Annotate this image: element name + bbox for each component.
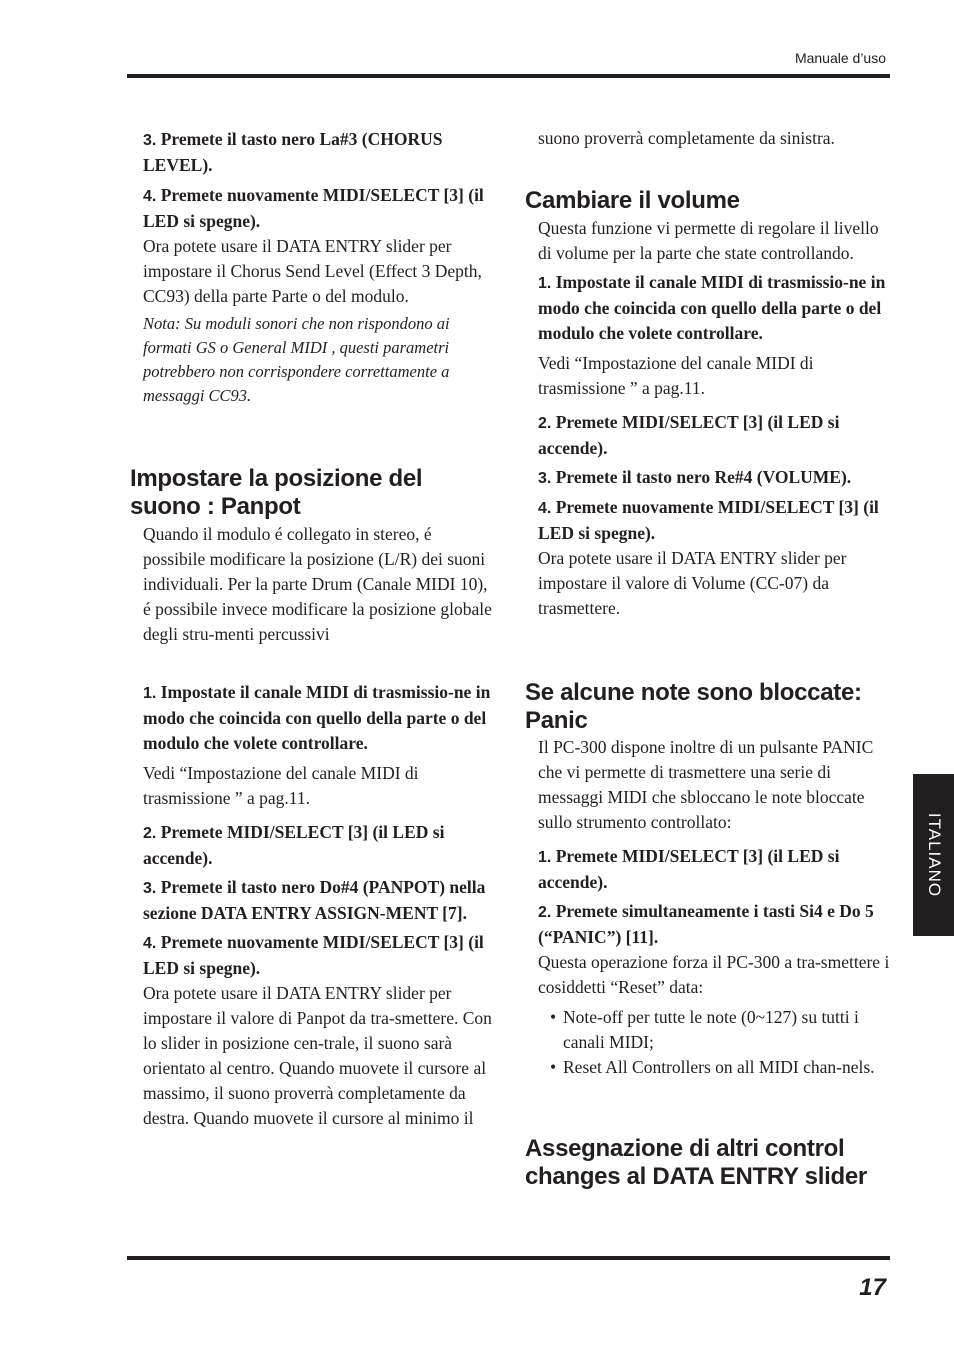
panpot-step-1: 1. Impostate il canale MIDI di trasmissio-ne in modo che coincida con quello della parte o del modulo che volete controllare.: [143, 682, 491, 753]
volume-body: Ora potete usare il DATA ENTRY slider per impostare il valore di Volume (CC-07) da trasmettere.: [538, 548, 847, 618]
panpot-section: [143, 522, 493, 1131]
volume-section: [538, 216, 890, 621]
chorus-body: Ora potete usare il DATA ENTRY slider per impostare il Chorus Send Level (Effect 3 Depth, CC93) della parte Parte o del modulo.: [143, 236, 482, 306]
panpot-intro: Quando il modulo é collegato in stereo, é possibile modificare la posizione (L/R) dei suoni individuali. Per la parte Drum (Canale MIDI 10), é possibile invece modificare la posizione globale degli stru-menti percussivi: [143, 524, 492, 644]
panic-body: Questa operazione forza il PC-300 a tra-smettere i cosiddetti “Reset” data:: [538, 952, 890, 997]
panpot-step-3: 3. Premete il tasto nero Do#4 (PANPOT) nella sezione DATA ENTRY ASSIGN-MENT [7].: [143, 877, 486, 923]
volume-ref: Vedi “Impostazione del canale MIDI di trasmissione ” a pag.11.: [538, 353, 814, 398]
panic-step-1: 1. Premete MIDI/SELECT [3] (il LED si accende).: [538, 846, 840, 892]
panic-intro: Il PC-300 dispone inoltre di un pulsante PANIC che vi permette di trasmettere una serie di messaggi MIDI che sbloccano le note bloccate sullo strumento controllato:: [538, 737, 874, 832]
panpot-step-2: 2. Premete MIDI/SELECT [3] (il LED si accende).: [143, 822, 445, 868]
panpot-ref: Vedi “Impostazione del canale MIDI di trasmissione ” a pag.11.: [143, 763, 419, 808]
language-tab: [913, 774, 954, 936]
chorus-step-4: 4. Premete nuovamente MIDI/SELECT [3] (il LED si spegne).: [143, 185, 484, 231]
volume-step-3: 3. Premete il tasto nero Re#4 (VOLUME).: [538, 467, 852, 487]
assign-heading: Assegnazione di altri control changes al DATA ENTRY slider: [525, 1135, 867, 1190]
panic-heading: Se alcune note sono bloccate: Panic: [525, 679, 862, 734]
page-number: 17: [859, 1274, 886, 1301]
volume-heading: Cambiare il volume: [525, 187, 740, 214]
panic-step-2: 2. Premete simultaneamente i tasti Si4 e Do 5 (“PANIC”) [11].: [538, 901, 874, 947]
reset-list: [538, 1005, 890, 1080]
running-header: Manuale d’uso: [794, 50, 886, 66]
right-column-continuation: suono proverrà completamente da sinistra.: [538, 128, 835, 148]
panpot-body: Ora potete usare il DATA ENTRY slider per impostare il valore di Panpot da tra-smettere. Con lo slider in posizione cen-trale, il suono sarà orientato al centro. Quando muovete il cursore al massimo, il suono proverrà completamente da destra. Quando muovete il cursore al minimo il: [143, 983, 492, 1128]
volume-step-4: 4. Premete nuovamente MIDI/SELECT [3] (il LED si spegne).: [538, 497, 879, 543]
volume-step-1: 1. Impostate il canale MIDI di trasmissio-ne in modo che coincida con quello della parte o del modulo che volete controllare.: [538, 272, 886, 343]
list-item: • Note-off per tutte le note (0~127) su tutti i canali MIDI;: [550, 1007, 859, 1052]
panpot-step-4: 4. Premete nuovamente MIDI/SELECT [3] (il LED si spegne).: [143, 932, 484, 978]
bottom-rule: [127, 1256, 890, 1260]
left-column: [143, 127, 493, 408]
chorus-note: Nota: Su moduli sonori che non rispondono ai formati GS o General MIDI , questi parametri potrebbero non corrispondere correttamente a messaggi CC93.: [143, 314, 450, 405]
panpot-heading: Impostare la posizione del suono : Panpot: [130, 465, 423, 520]
volume-step-2: 2. Premete MIDI/SELECT [3] (il LED si accende).: [538, 412, 840, 458]
list-item: • Reset All Controllers on all MIDI chan-nels.: [550, 1057, 875, 1077]
volume-intro: Questa funzione vi permette di regolare il livello di volume per la parte che state controllando.: [538, 218, 879, 263]
chorus-step-3: 3. Premete il tasto nero La#3 (CHORUS LEVEL).: [143, 129, 443, 175]
language-tab-label: ITALIANO: [924, 812, 944, 898]
panic-section: [538, 735, 890, 1080]
top-rule: [127, 74, 890, 78]
